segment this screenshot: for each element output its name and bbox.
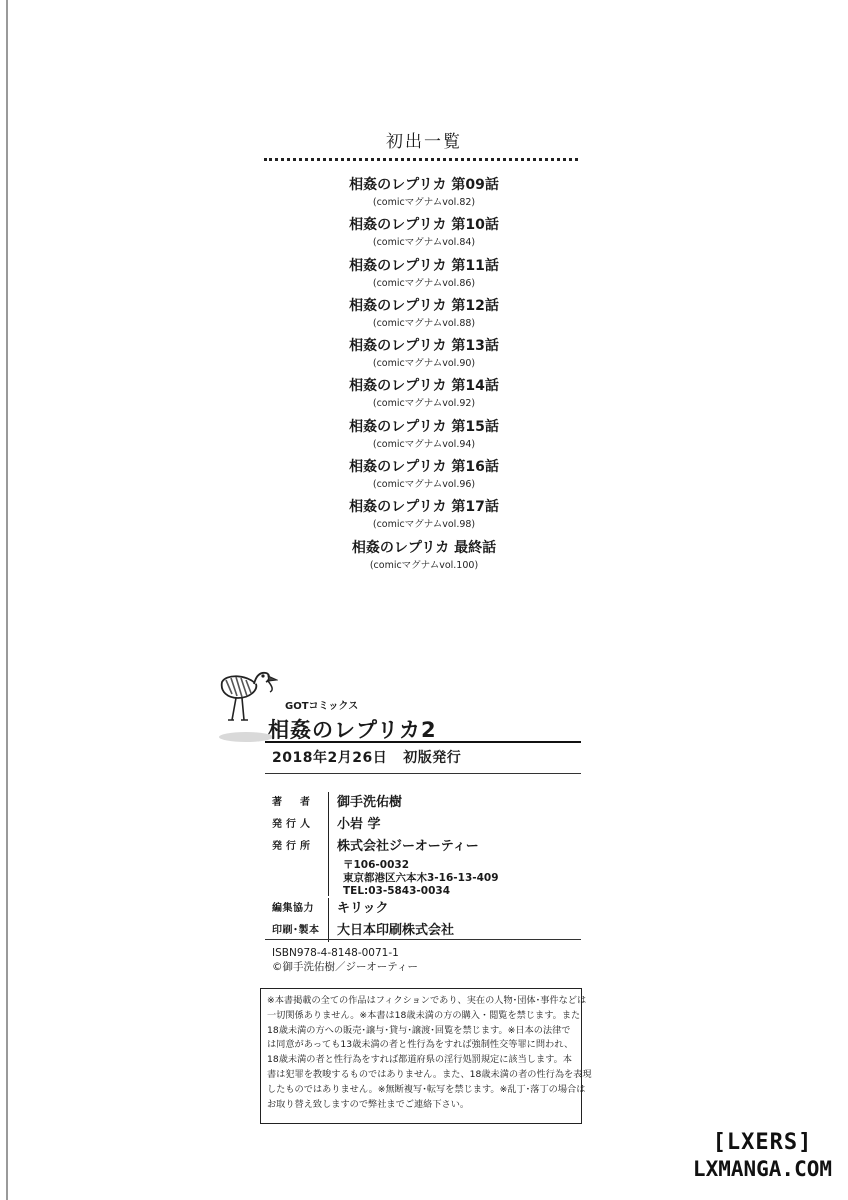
dotted-divider [264,158,578,161]
credit-row-author [272,792,592,814]
notice-line: 書は犯罪を教唆するものではありません。また、18歳未満の者の性行為を表現 [267,1068,592,1080]
chapter-source: (comicマグナムvol.98) [372,519,476,531]
notice-line: 18歳未満の者と性行為をすれば都道府県の淫行処罰規定に該当します。本 [267,1054,572,1066]
date-divider [265,773,581,774]
chapter-source: (comicマグナムvol.92) [372,398,476,410]
notice-line: 一切関係ありません。※本書は18歳未満の方の購入・閲覧を禁じます。また [267,1009,581,1021]
chapter-title: 相姦のレプリカ 第10話 [349,217,499,234]
chapter-source: (comicマグナムvol.82) [372,197,476,208]
chapter-title: 相姦のレプリカ 第09話 [349,177,499,193]
watermark [693,1130,832,1182]
cooperation-name: キリック [337,901,389,916]
publication-date-line [272,747,461,767]
copyright-line: ©御手洗佑樹／ジーオーティー [272,961,418,973]
author-name: 御手洗佑樹 [337,795,403,810]
author-label: 著 者 [272,792,329,814]
contents-heading: 初出一覧 [386,132,462,152]
list-item [0,335,848,375]
list-item [0,255,848,295]
chapter-title: 相姦のレプリカ 第17話 [349,499,499,516]
watermark-line-2: LXMANGA.COM [692,1157,832,1181]
chapter-title: 相姦のレプリカ 第13話 [349,338,499,355]
issuer-label: 発行人 [272,814,329,836]
publisher-name: 株式会社ジーオーティー [337,839,479,854]
credit-row-issuer [272,814,592,836]
list-item [0,537,848,577]
notice-line: は同意があっても13歳未満の者と性行為をすれば強制性交等罪に問われ、 [267,1039,574,1051]
publication-date: 2018年2月26日 [272,750,388,766]
imprint-label: GOTコミックス [285,701,359,712]
list-item [0,416,848,456]
isbn-number: ISBN978-4-8148-0071-1 [272,947,399,959]
issuer-name: 小岩 学 [337,817,381,832]
chapter-title: 相姦のレプリカ 最終話 [351,539,497,556]
chapter-source: (comicマグナムvol.84) [372,237,476,249]
chapter-source: (comicマグナムvol.96) [372,479,476,491]
publisher-phone: TEL:03-5843-0034 [343,885,450,897]
list-item [0,375,848,415]
printer-label: 印刷･製本 [272,920,329,942]
list-item [0,174,848,214]
publisher-label: 発行所 [272,836,329,896]
list-item [0,496,848,536]
notice-line: ※本書掲載の全ての作品はフィクションであり、実在の人物･団体･事件などは [267,995,587,1006]
chapter-title: 相姦のレプリカ 第14話 [349,378,499,395]
credits-block [272,792,592,942]
notice-line: 18歳未満の方への販売･譲与･貸与･譲渡･回覧を禁じます。※日本の法律で [267,1024,571,1036]
chapter-source: (comicマグナムvol.94) [372,438,476,450]
chapter-source: (comicマグナムvol.100) [369,559,479,571]
book-title: 相姦のレプリカ2 [268,718,437,742]
chapter-source: (comicマグナムvol.90) [372,358,476,370]
title-divider [265,741,581,743]
chapter-title: 相姦のレプリカ 第16話 [349,459,499,476]
chapter-source: (comicマグナムvol.86) [372,277,476,289]
credit-row-publisher [272,836,592,898]
list-item [0,214,848,254]
notice-line: お取り替え致しますので弊社までご連絡下さい。 [267,1098,470,1110]
list-item [0,295,848,335]
list-item [0,456,848,496]
credit-row-cooperation [272,898,592,920]
chapter-title: 相姦のレプリカ 第12話 [349,297,499,314]
contents-list [0,174,848,577]
edition-label: 初版発行 [403,750,462,766]
chapter-source: (comicマグナムvol.88) [372,317,476,329]
publisher-address: 東京都港区六本木3-16-13-409 [343,872,499,884]
notice-line: したものではありません。※無断複写･転写を禁じます。※乱丁･落丁の場合は [267,1083,586,1095]
chapter-title: 相姦のレプリカ 第11話 [349,257,499,274]
postal-code: 〒106-0032 [343,859,409,871]
watermark-line-1: [LXERS] [712,1130,813,1155]
isbn-divider [265,939,581,940]
chapter-title: 相姦のレプリカ 第15話 [349,418,499,435]
legal-notice-box [260,988,592,1124]
cooperation-label: 編集協力 [272,898,329,920]
isbn-block [272,946,418,974]
printer-name: 大日本印刷株式会社 [337,923,455,938]
